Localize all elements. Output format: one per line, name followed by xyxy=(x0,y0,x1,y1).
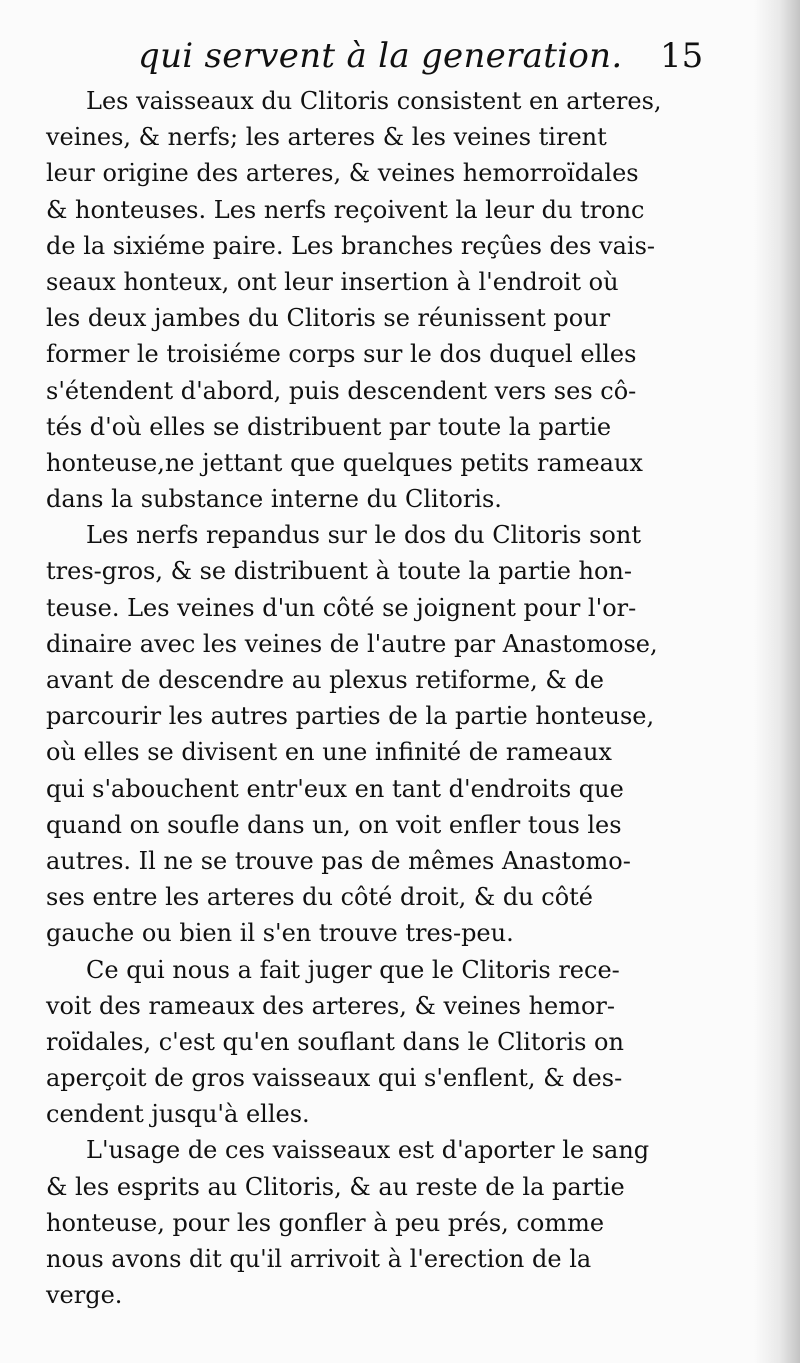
text-line: roïdales, c'est qu'en souflant dans le Clitoris on xyxy=(46,1027,624,1056)
text-line: veines, & nerfs; les arteres & les veines tirent xyxy=(46,123,607,152)
text-line: quand on soufle dans un, on voit enfler tous les xyxy=(46,810,622,839)
text-line: où elles se divisent en une infinité de rameaux xyxy=(46,738,612,767)
text-line: teuse. Les veines d'un côté se joignent pour l'or- xyxy=(46,593,637,622)
text-line: dinaire avec les veines de l'autre par Anastomose, xyxy=(46,629,658,658)
text-line: leur origine des arteres, & veines hemorroïdales xyxy=(46,159,639,188)
text-line: tés d'où elles se distribuent par toute la partie xyxy=(46,412,612,441)
text-line: qui s'abouchent entr'eux en tant d'endroits que xyxy=(46,774,624,803)
text-line: nous avons dit qu'il arrivoit à l'erection de la xyxy=(46,1245,592,1273)
text-line: tres-gros, & se distribuent à toute la partie hon- xyxy=(46,557,632,586)
text-line: Ce qui nous a fait juger que le Clitoris rece- xyxy=(86,955,620,984)
page-header xyxy=(0,36,800,86)
text-line: avant de descendre au plexus retiforme, & de xyxy=(46,666,604,694)
text-line: aperçoit de gros vaisseaux qui s'enflent, & des- xyxy=(46,1064,623,1093)
text-line: Les nerfs repandus sur le dos du Clitoris sont xyxy=(86,521,641,550)
text-line: autres. Il ne se trouve pas de mêmes Anastomo- xyxy=(46,846,631,875)
text-line: & honteuses. Les nerfs reçoivent la leur du tronc xyxy=(46,195,645,224)
text-line: dans la substance interne du Clitoris. xyxy=(46,485,502,514)
text-line: verge. xyxy=(46,1281,123,1310)
running-title: qui servent à la generation. xyxy=(138,36,623,76)
text-line: cendent jusqu'à elles. xyxy=(46,1100,310,1129)
text-line: gauche ou bien il s'en trouve tres-peu. xyxy=(46,919,514,948)
text-line: les deux jambes du Clitoris se réunissent pour xyxy=(46,304,611,333)
body-text xyxy=(46,83,740,1313)
page-number: 15 xyxy=(660,36,704,76)
text-line: de la sixiéme paire. Les branches reçûes des vais- xyxy=(46,231,656,260)
text-line: honteuse, pour les gonfler à peu prés, comme xyxy=(46,1208,605,1237)
text-line: s'étendent d'abord, puis descendent vers ses cô- xyxy=(46,376,637,405)
text-line: voit des rameaux des arteres, & veines hemor- xyxy=(46,991,616,1020)
text-line: Les vaisseaux du Clitoris consistent en arteres, xyxy=(86,87,662,115)
page-gutter-shadow xyxy=(754,0,800,1363)
text-line: ses entre les arteres du côté droit, & du côté xyxy=(46,883,594,912)
text-line: parcourir les autres parties de la partie honteuse, xyxy=(46,702,655,731)
text-line: & les esprits au Clitoris, & au reste de la partie xyxy=(46,1172,625,1201)
text-line: former le troisiéme corps sur le dos duquel elles xyxy=(46,340,637,369)
text-line: honteuse,ne jettant que quelques petits rameaux xyxy=(46,448,643,477)
text-line: seaux honteux, ont leur insertion à l'endroit où xyxy=(46,267,619,296)
text-line: L'usage de ces vaisseaux est d'aporter le sang xyxy=(86,1136,650,1165)
